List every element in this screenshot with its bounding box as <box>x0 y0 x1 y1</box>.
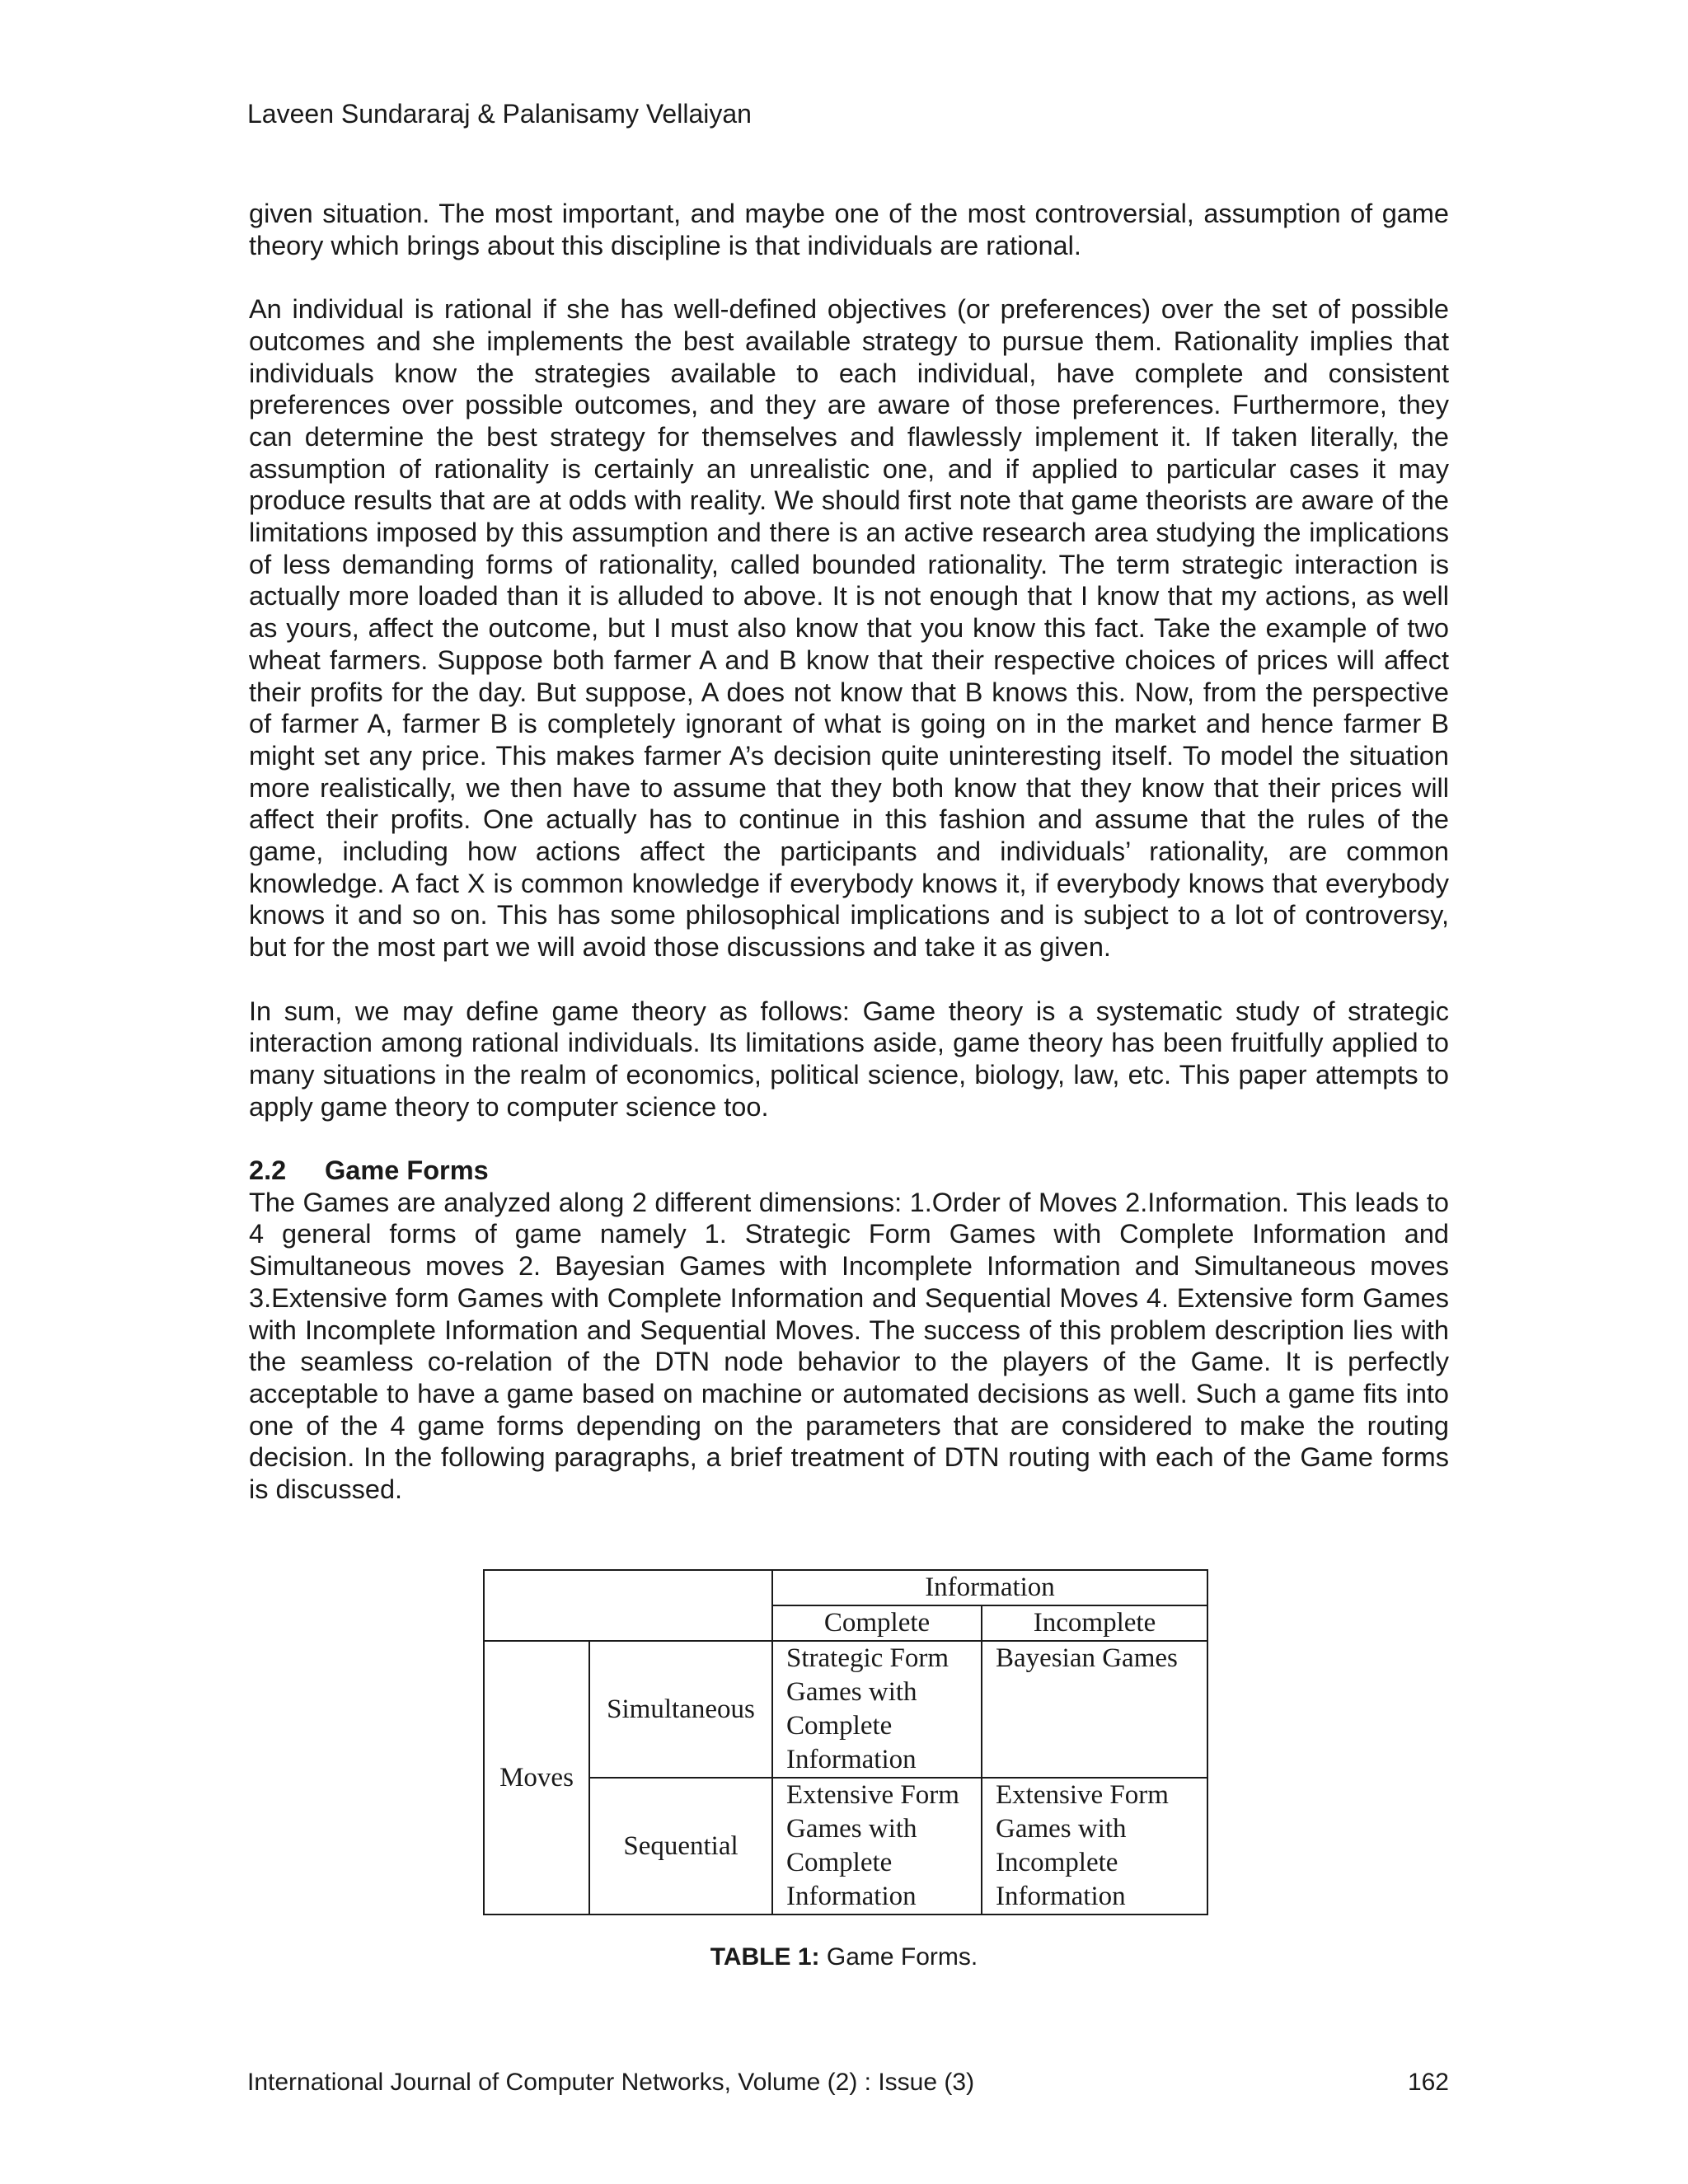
table-cell-sim-incomplete <box>982 1641 1207 1778</box>
cell-line: Complete <box>786 1848 893 1877</box>
cell-line: Information <box>786 1882 917 1911</box>
table-caption <box>0 1942 1688 1973</box>
table-cell-seq-incomplete <box>982 1778 1207 1915</box>
journal-name: International Journal of Computer Networks, Volume (2) : Issue (3) <box>247 2069 975 2096</box>
game-forms-table <box>483 1569 1208 1915</box>
cell-line: Information <box>996 1882 1126 1911</box>
paragraph: An individual is rational if she has well-defined objectives (or preferences) over the set of possible outcomes and she implements the best available strategy to pursue them. Rationality implies that individuals know the strategies available to each individual, have complete and consistent preferences over possible outcomes, and they are aware of those preferences. Furthermore, they can determine the best strategy for themselves and flawlessly implement it. If taken literally, the assumption of rationality is certainly an unrealistic one, and if applied to particular cases it may produce results that are at odds with reality. We should first note that game theorists are aware of the limitations imposed by this assumption and there is an active research area studying the implications of less demanding forms of rationality, called bounded rationality. The term strategic interaction is actually more loaded than it is alluded to above. It is not enough that I know that my actions, as well as yours, affect the outcome, but I must also know that you know this fact. Take the example of two wheat farmers. Suppose both farmer A and B know that their respective choices of prices will affect their profits for the day. But suppose, A does not know that B knows this. Now, from the perspective of farmer A, farmer B is completely ignorant of what is going on in the market and hence farmer B might set any price. This makes farmer A’s decision quite uninteresting itself. To model the situation more realistically, we then have to assume that they both know that they know that their prices will affect their profits. One actually has to continue in this fashion and assume that the rules of the game, including how actions affect the participants and individuals’ rationality, are common knowledge. A fact X is common knowledge if everybody knows it, if everybody knows that everybody knows it and so on. This has some philosophical implications and is subject to a lot of controversy, but for the most part we will avoid those discussions and take it as given. <box>249 294 1449 963</box>
paragraph: In sum, we may define game theory as follows: Game theory is a systematic study of strategic interaction among rational individuals. Its limitations aside, game theory has been fruitfully applied to many situations in the realm of economics, political science, biology, law, etc. This paper attempts to apply game theory to computer science too. <box>249 996 1449 1122</box>
section-title: Game Forms <box>325 1155 489 1186</box>
paragraph: given situation. The most important, and maybe one of the most controversial, assumption of game theory which brings about this discipline is that individuals are rational. <box>249 199 1449 260</box>
sequential-header: Sequential <box>589 1778 772 1915</box>
cell-line: Information <box>786 1745 917 1774</box>
cell-line: Games with <box>786 1677 917 1707</box>
simultaneous-header: Simultaneous <box>589 1641 772 1778</box>
table-row <box>484 1570 1207 1605</box>
table-row <box>484 1778 1207 1915</box>
caption-text: Game Forms. <box>819 1943 978 1971</box>
page-footer <box>247 2067 1449 2098</box>
table-row <box>484 1641 1207 1778</box>
game-forms-table-wrap <box>483 1569 1208 1915</box>
cell-line: Extensive Form <box>996 1780 1169 1810</box>
table-cell-sim-complete <box>772 1641 982 1778</box>
cell-line: Incomplete <box>996 1848 1118 1877</box>
cell-line: Bayesian Games <box>996 1643 1178 1673</box>
cell-line: Strategic Form <box>786 1643 950 1673</box>
cell-line: Extensive Form <box>786 1780 959 1810</box>
cell-line: Complete <box>786 1711 893 1741</box>
moves-header: Moves <box>484 1641 589 1915</box>
complete-header: Complete <box>772 1605 982 1641</box>
page-number: 162 <box>1407 2069 1449 2096</box>
cell-line: Games with <box>996 1814 1127 1844</box>
paragraph: The Games are analyzed along 2 different dimensions: 1.Order of Moves 2.Information. This leads to 4 general forms of game namely 1. Strategic Form Games with Complete Information and Simultaneous moves 2. Bayesian Games with Incomplete Information and Simultaneous moves 3.Extensive form Games with Complete Information and Sequential Moves 4. Extensive form Games with Incomplete Information and Sequential Moves. The success of this problem description lies with the seamless co-relation of the DTN node behavior to the players of the Game. It is perfectly acceptable to have a game based on machine or automated decisions as well. Such a game fits into one of the 4 game forms depending on the parameters that are considered to make the routing decision. In the following paragraphs, a brief treatment of DTN routing with each of the Game forms is discussed. <box>249 1187 1449 1505</box>
body-text <box>249 198 1449 1506</box>
table-cell-seq-complete <box>772 1778 982 1915</box>
cell-line: Games with <box>786 1814 917 1844</box>
information-header: Information <box>772 1570 1207 1605</box>
section-number: 2.2 <box>249 1155 287 1186</box>
section-heading <box>249 1155 1449 1187</box>
caption-label: TABLE 1: <box>710 1943 820 1971</box>
table-corner-cell <box>484 1570 772 1641</box>
running-header: Laveen Sundararaj & Palanisamy Vellaiyan <box>247 99 752 129</box>
incomplete-header: Incomplete <box>982 1605 1207 1641</box>
